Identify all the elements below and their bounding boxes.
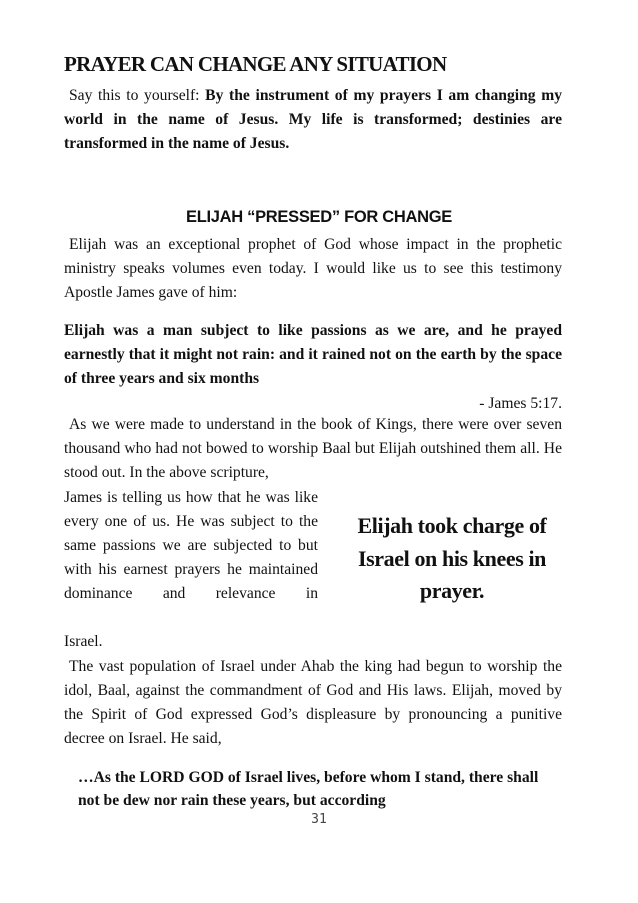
paragraph-2 — [64, 413, 562, 485]
intro-paragraph — [64, 84, 562, 156]
paragraph-2-wrapped: James is telling us how that he was like every one of us. He was subject to the same passions we are subjected to but with his earnest prayers he maintained dominance and relevance in — [64, 489, 318, 602]
scripture-quote-2: …As the LORD GOD of Israel lives, before whom I stand, there shall not be dew nor rain these years, but according — [78, 769, 539, 809]
paragraph-3-text: The vast population of Israel under Ahab the king had begun to worship the idol, Baal, against the commandment of God and His laws. Elijah, moved by the Spirit of God expressed God’s displeasure by pronouncing a punitive decree on Israel. He said, — [64, 658, 562, 747]
page-heading: PRAYER CAN CHANGE ANY SITUATION — [64, 52, 447, 76]
intro-lead: Say this to yourself: — [69, 87, 206, 104]
paragraph-1 — [64, 233, 562, 305]
scripture-quote-1: Elijah was a man subject to like passions as we are, and he prayed earnestly that it might not rain: and it rained not on the earth by the space of three years and six months — [64, 322, 562, 387]
section-subheading: ELIJAH “PRESSED” FOR CHANGE — [185, 208, 453, 226]
paragraph-3 — [64, 655, 562, 751]
intro-declaration: By the instrument of my prayers I am changing my world in the name of Jesus. My life is transformed; destinies are transformed in the name of Jesus. — [64, 87, 563, 152]
page-number: 31 — [311, 812, 327, 827]
scripture-reference: - James 5:17. — [479, 395, 562, 412]
paragraph-2-end: Israel. — [64, 633, 103, 650]
pull-quote: Elijah took charge of Israel on his knees in prayer. — [357, 513, 547, 603]
paragraph-1-text: Elijah was an exceptional prophet of God whose impact in the prophetic ministry speaks volumes even today. I would like us to see this testimony Apostle James gave of him: — [64, 236, 562, 301]
paragraph-2-text: As we were made to understand in the book of Kings, there were over seven thousand who had not bowed to worship Baal but Elijah outshined them all. He stood out. In the above scripture, — [64, 416, 562, 481]
